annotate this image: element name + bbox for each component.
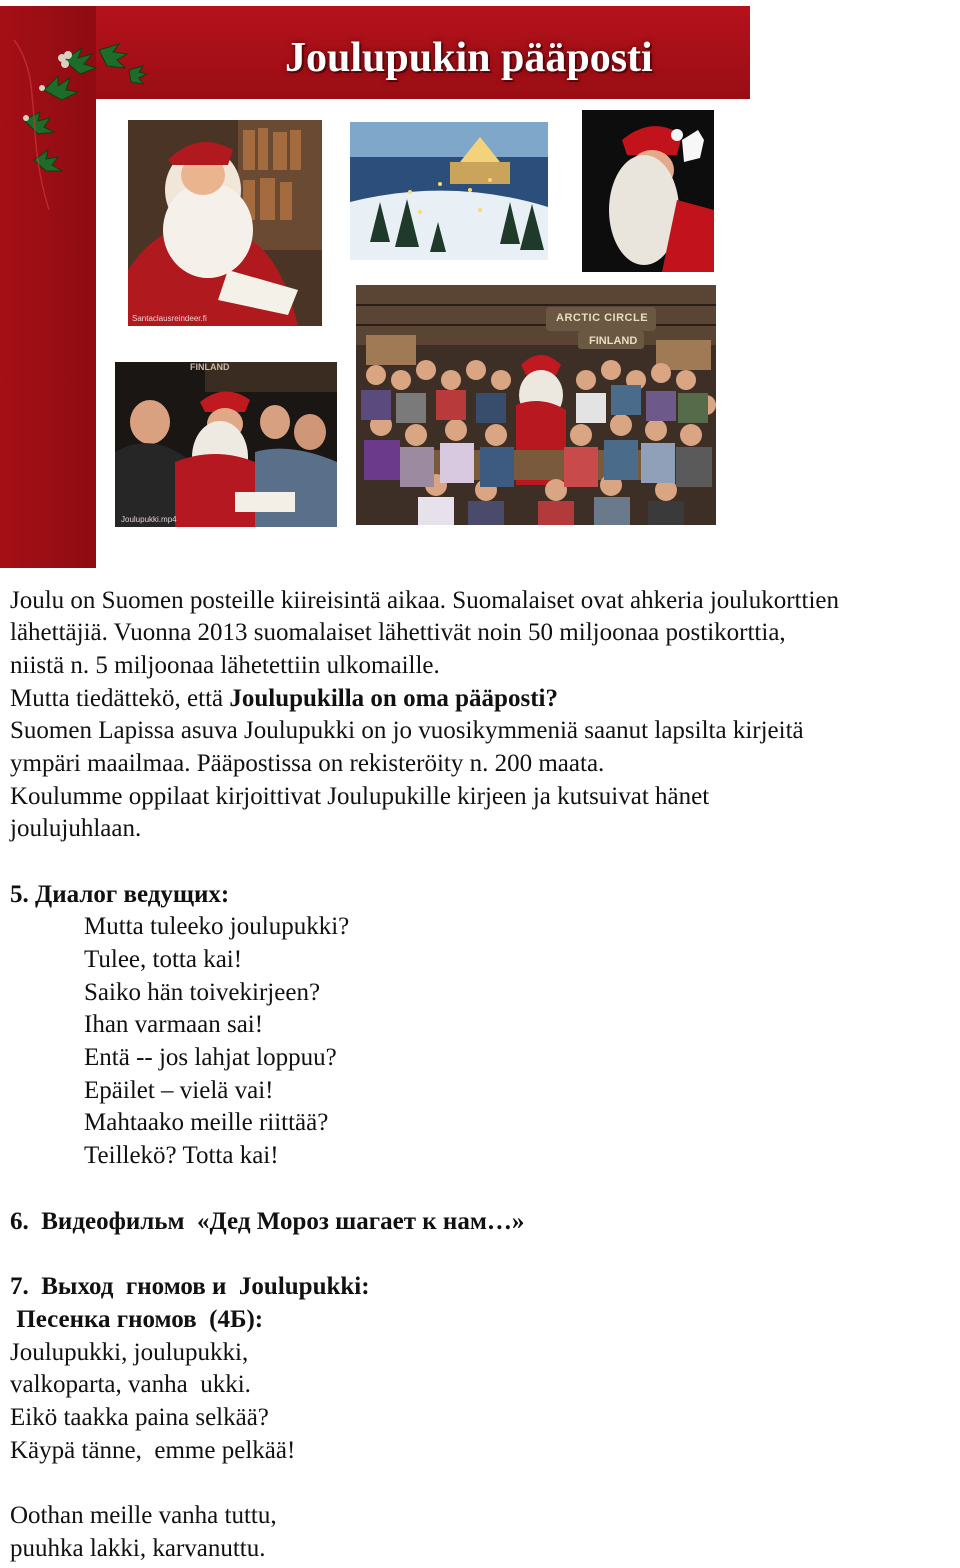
poster <box>0 0 750 568</box>
intro-line-3: niistä n. 5 miljoonaa lähetettiin ulkomaille. <box>10 652 440 679</box>
finland-sign-small: FINLAND <box>190 362 230 372</box>
section-7-heading: 7. Выход гномов и Joulupukki: <box>10 1273 370 1300</box>
song-line: puuhka lakki, karvanuttu. <box>10 1535 266 1562</box>
intro-line-4-prefix: Mutta tiedättekö, että <box>10 685 230 712</box>
finland-sign: FINLAND <box>589 335 638 347</box>
photo-santa-with-children <box>115 362 337 527</box>
section-5-heading: 5. Диалог ведущих: <box>10 881 230 908</box>
dialog-line: Mutta tuleeko joulupukki? <box>84 913 350 940</box>
dialog-line: Mahtaako meille riittää? <box>84 1109 329 1136</box>
section-6-heading: 6. Видеофильм «Дед Мороз шагает к нам…» <box>10 1208 525 1235</box>
dialog-line: Epäilet – vielä vai! <box>84 1077 274 1104</box>
intro-line-6: ympäri maailmaa. Pääpostissa on rekisteröity n. 200 maata. <box>10 750 605 777</box>
dialog-line: Saiko hän toivekirjeen? <box>84 979 321 1006</box>
photo-snowy-village <box>350 122 548 260</box>
intro-line-5: Suomen Lapissa asuva Joulupukki on jo vuosikymmeniä saanut lapsilta kirjeitä <box>10 717 804 744</box>
intro-line-1: Joulu on Suomen posteille kiireisintä aikaa. Suomalaiset ovat ahkeria joulukorttien <box>10 587 839 614</box>
song-line: Käypä tänne, emme pelkää! <box>10 1437 296 1464</box>
dialog-line: Entä -- jos lahjat loppuu? <box>84 1044 337 1071</box>
song-line: valkoparta, vanha ukki. <box>10 1371 251 1398</box>
dialog-line: Tulee, totta kai! <box>84 946 243 973</box>
intro-line-2: lähettäjiä. Vuonna 2013 suomalaiset lähettivät noin 50 miljoonaa postikorttia, <box>10 619 786 646</box>
photo1-watermark: Santaclausreindeer.fi <box>132 314 207 323</box>
photo4-watermark: Joulupukki.mp4 <box>121 515 177 524</box>
intro-line-7: Koulumme oppilaat kirjoittivat Joulupukille kirjeen ja kutsuivat hänet <box>10 783 710 810</box>
section-7-subheading: Песенка гномов (4Б): <box>10 1306 264 1333</box>
intro-line-8: joulujuhlaan. <box>10 815 142 842</box>
song-line: Joulupukki, joulupukki, <box>10 1339 249 1366</box>
dialog-line: Ihan varmaan sai! <box>84 1011 264 1038</box>
arctic-circle-sign: ARCTIC CIRCLE <box>556 312 649 324</box>
intro-line-4-bold: Joulupukilla on oma pääposti? <box>229 685 558 712</box>
photo-santa-waving <box>582 110 714 272</box>
song-line: Eikö taakka paina selkää? <box>10 1404 269 1431</box>
photo-group-with-santa <box>356 285 716 525</box>
photo-santa-reading <box>128 120 322 326</box>
intro-line-4 <box>10 683 558 716</box>
dialog-line: Teillekö? Totta kai! <box>84 1142 279 1169</box>
song-line: Oothan meille vanha tuttu, <box>10 1502 277 1529</box>
poster-title: Joulupukin pääposti <box>285 35 653 81</box>
